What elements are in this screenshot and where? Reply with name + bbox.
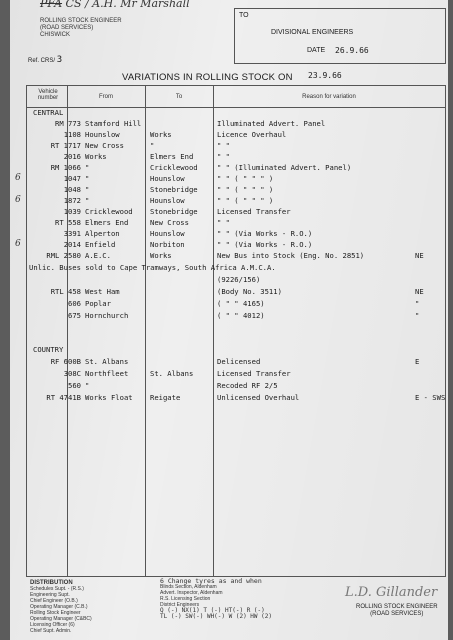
- distribution-extra-line: District Engineers: [160, 602, 200, 608]
- code-cell: E: [415, 357, 420, 366]
- vehicle-cell: RT 4741B: [46, 393, 81, 402]
- reason-cell: Licensed Transfer: [217, 207, 291, 216]
- distribution-line: Operating Manager (C.B.): [30, 604, 88, 610]
- to-cell: Works: [150, 251, 172, 260]
- addressee-box: [234, 8, 446, 64]
- table-row: [27, 286, 445, 297]
- from-cell: ": [85, 381, 90, 390]
- table-row: [15, 195, 445, 206]
- reason-cell: " " ( " " " ): [217, 185, 274, 194]
- reason-cell: New Bus into Stock (Eng. No. 2851): [217, 251, 365, 260]
- from-cell: St. Albans: [85, 357, 129, 366]
- reason-cell: " " ( " " " ): [217, 196, 274, 205]
- table-row: [27, 392, 445, 403]
- vehicle-cell: RM 1066: [50, 163, 81, 172]
- vehicle-cell: 1047: [63, 174, 81, 183]
- to-cell: New Cross: [150, 218, 189, 227]
- code-cell: ": [415, 311, 420, 320]
- table-row: [27, 129, 445, 140]
- table-row: [15, 239, 445, 250]
- margin-tick-mark: 6: [15, 239, 21, 249]
- vehicle-cell: RT 558: [55, 218, 81, 227]
- from-cell: ": [85, 185, 90, 194]
- header-vehicle-line: Vehicle: [38, 89, 58, 95]
- reason-cell: Delicensed: [217, 357, 261, 366]
- tyre-note: 6 Change tyres as and when: [160, 577, 262, 585]
- from-cell: A.E.C.: [85, 251, 111, 260]
- distribution-extra-line: Blinds Section, Aldenham: [160, 584, 217, 590]
- vehicle-cell: 1108: [63, 130, 81, 139]
- row-note-text: Unlic. Buses sold to Cape Tramways, South Africa A.M.C.A.: [29, 263, 276, 272]
- from-cell: Works: [85, 152, 107, 161]
- to-cell: Hounslow: [150, 229, 185, 238]
- reason-cell: ( " " 4012): [217, 311, 265, 320]
- distribution-line: Chief Supt. Admin.: [30, 628, 72, 634]
- reference: [28, 55, 62, 65]
- code-cell: NE: [415, 251, 424, 260]
- code-cell: E - SWS: [415, 393, 446, 402]
- vehicle-cell: 2014: [63, 240, 81, 249]
- table-row: [27, 140, 445, 151]
- table-row: [27, 162, 445, 173]
- table-row: [27, 184, 445, 195]
- vehicle-cell: RTL 458: [50, 287, 81, 296]
- from-cell: Elmers End: [85, 218, 129, 227]
- from-cell: ": [85, 163, 90, 172]
- table-row: [27, 262, 445, 273]
- from-cell: Poplar: [85, 299, 111, 308]
- section-label-central: CENTRAL: [33, 108, 64, 117]
- to-cell: Hounslow: [150, 196, 185, 205]
- section-label-country: COUNTRY: [33, 345, 64, 354]
- table-header: [27, 86, 445, 108]
- to-cell: ": [150, 141, 155, 150]
- handwritten-annotation: [40, 0, 190, 10]
- vehicle-cell: RM 773: [55, 119, 81, 128]
- vehicle-cell: RML 2580: [46, 251, 81, 260]
- reference-number: 3: [56, 55, 63, 65]
- vehicle-cell: 3391: [63, 229, 81, 238]
- reason-cell: " " ( " " " ): [217, 174, 274, 183]
- table-row: [27, 310, 445, 321]
- department-block: [40, 18, 122, 39]
- to-label: TO: [239, 12, 249, 19]
- department-line: ROLLING STOCK ENGINEER: [40, 18, 122, 24]
- signature: L.D. Gillander: [345, 585, 438, 600]
- from-cell: ": [85, 196, 90, 205]
- crossed-annotation: PFA: [40, 0, 63, 10]
- distribution-heading: DISTRIBUTION: [30, 580, 73, 586]
- to-cell: Norbiton: [150, 240, 185, 249]
- from-cell: Cricklewood: [85, 207, 133, 216]
- document-page: [10, 0, 448, 640]
- from-cell: Alperton: [85, 229, 120, 238]
- header-reason: Reason for variation: [302, 94, 356, 100]
- header-to: To: [175, 94, 183, 100]
- header-vehicle: [31, 89, 65, 101]
- margin-tick-mark: 6: [15, 195, 21, 205]
- signatory-title-line: (ROAD SERVICES): [370, 611, 424, 617]
- from-cell: Hounslow: [85, 130, 120, 139]
- reason-cell: Recoded RF 2/5: [217, 381, 278, 390]
- reason-cell: Licence Overhaul: [217, 130, 287, 139]
- margin-tick-mark: 6: [15, 173, 21, 183]
- recipient-annotation: CS / A.H. Mr Marshall: [65, 0, 190, 10]
- table-row: [27, 118, 445, 129]
- from-cell: New Cross: [85, 141, 124, 150]
- to-cell: Stonebridge: [150, 207, 198, 216]
- table-row: [27, 298, 445, 309]
- to-text: DIVISIONAL ENGINEERS: [271, 29, 354, 36]
- table-row: [27, 206, 445, 217]
- vehicle-cell: RT 1717: [50, 141, 81, 150]
- to-cell: Hounslow: [150, 174, 185, 183]
- from-cell: West Ham: [85, 287, 120, 296]
- from-cell: Hornchurch: [85, 311, 129, 320]
- vehicle-cell: 1872: [63, 196, 81, 205]
- vehicle-cell: 308C: [63, 369, 81, 378]
- variations-table: [15, 85, 446, 577]
- department-line: (ROAD SERVICES): [40, 25, 94, 31]
- date-value: 26.9.66: [335, 46, 369, 55]
- route-code-line: Q (-) NX(1) T (-) HT(-) R (-): [160, 607, 265, 614]
- reason-cell: ( " " 4165): [217, 299, 265, 308]
- from-cell: Enfield: [85, 240, 116, 249]
- table-row: [27, 151, 445, 162]
- vehicle-cell: 606: [68, 299, 81, 308]
- to-cell: St. Albans: [150, 369, 194, 378]
- to-cell: Elmers End: [150, 152, 194, 161]
- table-row: [27, 356, 445, 367]
- vehicle-cell: 560: [68, 381, 81, 390]
- reason-cell: (9226/156): [217, 275, 261, 284]
- table-row: [27, 368, 445, 379]
- distribution-line: Licensing Officer (6): [30, 622, 75, 628]
- table-row: [27, 380, 445, 391]
- reason-cell: (Body No. 3511): [217, 287, 282, 296]
- table-row: [27, 228, 445, 239]
- reason-cell: Illuminated Advert. Panel: [217, 119, 326, 128]
- table-row: [27, 250, 445, 261]
- from-cell: ": [85, 174, 90, 183]
- reason-cell: " " (Via Works - R.O.): [217, 229, 313, 238]
- vehicle-cell: 1039: [63, 207, 81, 216]
- from-cell: Northfleet: [85, 369, 129, 378]
- from-cell: Stamford Hill: [85, 119, 142, 128]
- from-cell: Works Float: [85, 393, 133, 402]
- code-cell: NE: [415, 287, 424, 296]
- distribution-line: Chief Engineer (O.B.): [30, 598, 78, 604]
- date-label: DATE: [307, 47, 326, 54]
- title-date: 23.9.66: [308, 71, 342, 80]
- table-row: [27, 217, 445, 228]
- vehicle-cell: 2016: [63, 152, 81, 161]
- reason-cell: Unlicensed Overhaul: [217, 393, 300, 402]
- reason-cell: " ": [217, 152, 230, 161]
- route-code-line: TL (-) SW(-) WH(-) W (2) HW (2): [160, 613, 272, 620]
- department-line: CHISWICK: [40, 32, 70, 38]
- to-cell: Cricklewood: [150, 163, 198, 172]
- distribution-extra: [160, 578, 310, 620]
- distribution-extra-line: Advert. Inspector, Aldenham: [160, 590, 223, 596]
- header-vehicle-line: number: [37, 95, 59, 101]
- distribution-line: Operating Manager (C&BC): [30, 616, 92, 622]
- to-cell: Works: [150, 130, 172, 139]
- signatory-title: [356, 604, 438, 618]
- signatory-title-line: ROLLING STOCK ENGINEER: [356, 604, 438, 610]
- to-cell: Stonebridge: [150, 185, 198, 194]
- table-row: [15, 173, 445, 184]
- reason-cell: " " (Via Works - R.O.): [217, 240, 313, 249]
- distribution-extra-line: R.S. Licensing Section: [160, 596, 211, 602]
- distribution-line: Engineering Supt.: [30, 592, 70, 598]
- header-from: From: [99, 94, 113, 100]
- table-row: [27, 274, 445, 285]
- reason-cell: " ": [217, 218, 230, 227]
- vehicle-cell: RF 600B: [50, 357, 81, 366]
- code-cell: ": [415, 299, 420, 308]
- reason-cell: " " (Illuminated Advert. Panel): [217, 163, 352, 172]
- distribution-line: Schedules Supt. - (R.S.): [30, 586, 84, 592]
- reference-prefix: Ref. CRS/: [28, 58, 56, 64]
- distribution-list: [30, 580, 160, 634]
- reason-cell: Licensed Transfer: [217, 369, 291, 378]
- vehicle-cell: 675: [68, 311, 81, 320]
- distribution-line: Rolling Stock Engineer: [30, 610, 81, 616]
- reason-cell: " ": [217, 141, 230, 150]
- vehicle-cell: 1048: [63, 185, 81, 194]
- document-title: VARIATIONS IN ROLLING STOCK ON: [122, 72, 293, 83]
- to-cell: Reigate: [150, 393, 181, 402]
